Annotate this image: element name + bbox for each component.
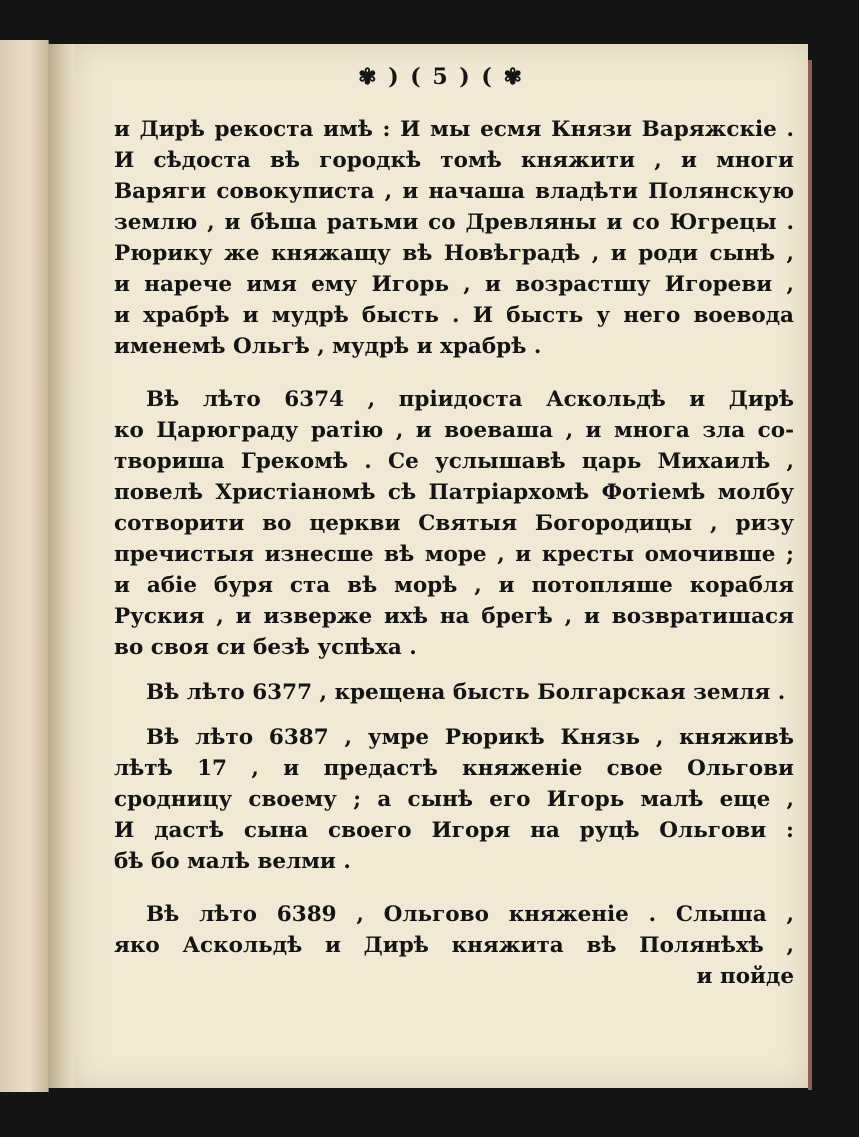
text-line: Варяги совокуписта , и начаша владѣти Полянскую xyxy=(114,179,794,204)
text-line: И дастѣ сына своего Игоря на руцѣ Ольгови : xyxy=(114,818,794,843)
text-line: твориша Грекомѣ . Се услышавѣ царь Михаилѣ , xyxy=(114,449,794,474)
text-line: и Дирѣ рекоста имѣ : И мы есмя Князи Варяжскіе . xyxy=(114,117,794,142)
text-line: бѣ бо малѣ велми . xyxy=(114,849,351,874)
text-line: сродницу своему ; а сынѣ его Игорь малѣ еще , xyxy=(114,787,794,812)
text-line: И сѣдоста вѣ городкѣ томѣ княжити , и многи xyxy=(114,148,794,173)
text-line: пречистыя изнесше вѣ море , и кресты омочивше ; xyxy=(114,542,794,567)
text-line: Руския , и изверже ихѣ на брегѣ , и возвратишася xyxy=(114,604,794,629)
text-line: лѣтѣ 17 , и предастѣ княженіе свое Ольгови xyxy=(114,756,794,781)
text-line: ко Царюграду ратію , и воеваша , и многа зла со- xyxy=(114,418,794,443)
right-page-edge xyxy=(808,60,812,1090)
paragraph-2 xyxy=(114,384,794,663)
text-line: Рюрику же княжащу вѣ Новѣградѣ , и роди сынѣ , xyxy=(114,241,794,266)
text-line: яко Аскольдѣ и Дирѣ княжита вѣ Полянѣхѣ , xyxy=(114,933,794,958)
paragraph-4 xyxy=(114,722,794,877)
text-line: во своя си безѣ успѣха . xyxy=(114,635,417,660)
text-line: Вѣ лѣто 6377 , крещена бысть Болгарская земля . xyxy=(146,680,786,705)
paragraph-3 xyxy=(114,677,794,708)
text-line: и абіе буря ста вѣ морѣ , и потопляше корабля xyxy=(114,573,794,598)
text-line: сотворити во церкви Святыя Богородицы , ризу xyxy=(114,511,794,536)
text-line: и нарече имя ему Игорь , и возрастшу Игореви , xyxy=(114,272,794,297)
page-text xyxy=(114,114,794,992)
text-line: именемѣ Ольгѣ , мудрѣ и храбрѣ . xyxy=(114,334,542,359)
page-header: ✾ ) ( 5 ) ( ✾ xyxy=(358,64,524,90)
paragraph-1 xyxy=(114,114,794,362)
text-line: Вѣ лѣто 6374 , пріидоста Аскольдѣ и Дирѣ xyxy=(146,387,794,412)
left-page-edge xyxy=(0,40,49,1092)
text-line: повелѣ Христіаномѣ сѣ Патріархомѣ Фотіемѣ молбу xyxy=(114,480,794,505)
text-line: землю , и бѣша ратьми со Древляны и со Югрецы . xyxy=(114,210,794,235)
catchword: и пойде xyxy=(696,964,794,989)
text-line: и храбрѣ и мудрѣ бысть . И бысть у него воевода xyxy=(114,303,794,328)
book-gutter xyxy=(48,44,76,1088)
book-page xyxy=(74,44,808,1088)
text-line: Вѣ лѣто 6389 , Ольгово княженіе . Слыша , xyxy=(146,902,794,927)
text-line: Вѣ лѣто 6387 , умре Рюрикѣ Князь , княживѣ xyxy=(146,725,794,750)
paragraph-5 xyxy=(114,899,794,961)
